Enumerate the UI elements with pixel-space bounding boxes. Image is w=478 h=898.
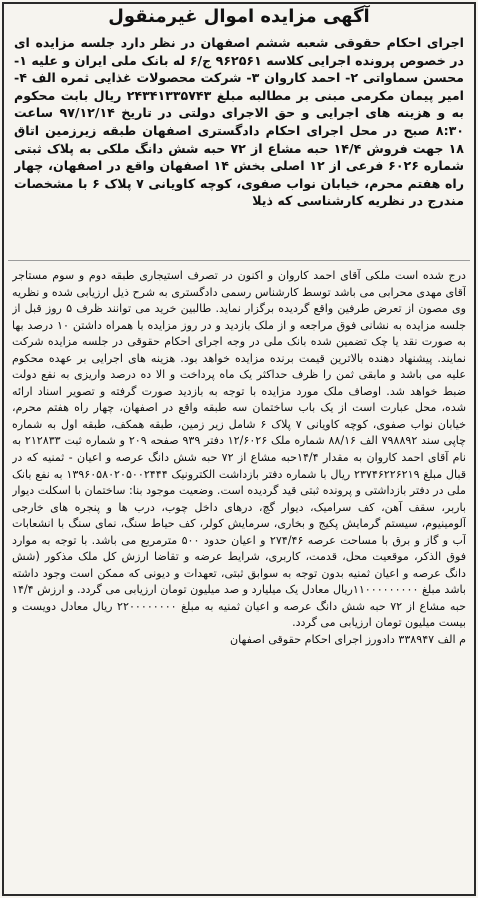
notice-lead-paragraph: اجرای احکام حقوقی شعبه ششم اصفهان در نظر دارد جلسه مزایده ای در خصوص پرونده اجرایی کلاسه ۹۶۲۵۶۱ ج/۶ له بانک ملی ایران و علیه ۱- محسن سماواتی ۲- احمد کاروان ۳- شرکت محصولات غذایی ثمره الف ۴- امیر پیمان مکرمی مبنی بر مطالبه مبلغ ۲۴۳۴۱۳۳۵۷۴۳ ریال بابت محکوم به و هزینه های اجرایی و حق الاجرای دولتی در تاریخ ۹۷/۱۲/۱۴ ساعت ۸:۳۰ صبح در محل اجرای احکام دادگستری اصفهان طبقه زیرزمین اتاق ۱۸ جهت فروش ۱۴/۴ حبه مشاع از ۷۲ حبه شش دانگ ملکی به پلاک ثبتی شماره ۶۰۲۶ فرعی از ۱۲ اصلی بخش ۱۴ اصفهان واقع در اصفهان، چهار راه هفتم محرم، خیابان نواب صفوی، کوچه کاویانی ۷ پلاک ۶ با مشخصات مندرج در نظریه کارشناسی که ذیلا [14, 35, 464, 209]
notice-body-paragraph [12, 268, 466, 894]
section-divider [8, 260, 470, 261]
notice-body-text: درج شده است ملکی آقای احمد کاروان و اکنون در تصرف استیجاری طبقه دوم و سوم مستاجر آقای مهدی محرابی می باشد توسط کارشناس رسمی دادگستری به شرح ذیل ارزیابی شده و نظریه وی مصون از تعرض طرفین واقع گردیده برگزار نماید. طالبین خرید می توانند ظرف ۵ روز قبل از جلسه مزایده به نشانی فوق مراجعه و از ملک بازدید و در روز مزایده با همراه داشتن ۱۰ درصد بها به صورت نقد یا چک تضمین شده بانک ملی در وجه اجرای احکام حقوقی در جلسه مزایده شرکت نمایند. پیشنهاد دهنده بالاترین قیمت برنده مزایده خواهد بود. هزینه های اجرایی بر عهده محکوم علیه می باشد و مابقی ثمن را ظرف حداکثر یک ماه پرداخت و الا ده درصد واریزی به نفع دولت ضبط خواهد شد. اوصاف ملک مورد مزایده با توجه به بازدید صورت گرفته و تصویر اسناد ارائه شده، محل عبارت است از یک باب ساختمان سه طبقه واقع در اصفهان، چهار راه هفتم محرم، خیابان نواب صفوی، کوچه کاویانی ۷ پلاک ۶ شامل زیر زمین، طبقه همکف، طبقه اول به شماره چاپی سند ۷۹۸۸۹۲ الف ۸۸/۱۶ شماره ملک ۱۲/۶۰۲۶ دفتر ۹۳۹ صفحه ۲۰۹ و شماره ثبت ۲۱۲۸۳۳ به نام آقای احمد کاروان به مقدار ۱۴/۴حبه مشاع از ۷۲ حبه شش دانگ عرصه و اعیان - ثمنیه که در قبال مبلغ ۲۳۷۴۶۲۲۶۲۱۹ ریال با شماره دفتر بازداشت الکترونیک ۱۳۹۶۰۵۸۰۲۰۵۰۰۲۴۴۴ به نفع بانک ملی در دفتر بازداشتی و پرونده ثبتی قید گردیده است. وضعیت موجود بنا: ساختمان با اسکلت دیوار باربر، سقف آهن، کف سرامیک، دیوار گچ، درهای داخل چوب، درب ها و پنجره های خارجی آلومینیوم، سیستم گرمایش پکیج و بخاری، سرمایش کولر، کف حیاط سنگ، نمای سنگ با انشعابات آب و گاز و برق با مساحت عرصه ۲۷۴/۴۶ و اعیان حدود ۵۰۰ مترمربع می باشد. با توجه به موارد فوق الذکر، موقعیت محل، قدمت، کاربری، شرایط عرضه و تقاضا ارزش کل ملک مذکور (شش دانگ عرصه و اعیان ثمنیه بدون توجه به سوابق ثبتی، تعهدات و دیونی که ممکن است وجود داشته باشد مبلغ ۱۱۰۰۰۰۰۰۰۰۰ریال معادل یک میلیارد و صد میلیون تومان ارزیابی می گردد. و ارزش ۱۴/۴ حبه مشاع از ۷۲ حبه شش دانگ عرصه و اعیان ثمنیه به مبلغ ۲۲۰۰۰۰۰۰۰۰ ریال معادل دویست و بیست میلیون تومان ارزیابی می گردد. [12, 269, 466, 630]
notice-signature: م الف ۳۳۸۹۴۷ دادورز اجرای احکام حقوقی اصفهان [230, 633, 466, 647]
notice-title: آگهی مزایده اموال غیرمنقول [108, 6, 370, 27]
